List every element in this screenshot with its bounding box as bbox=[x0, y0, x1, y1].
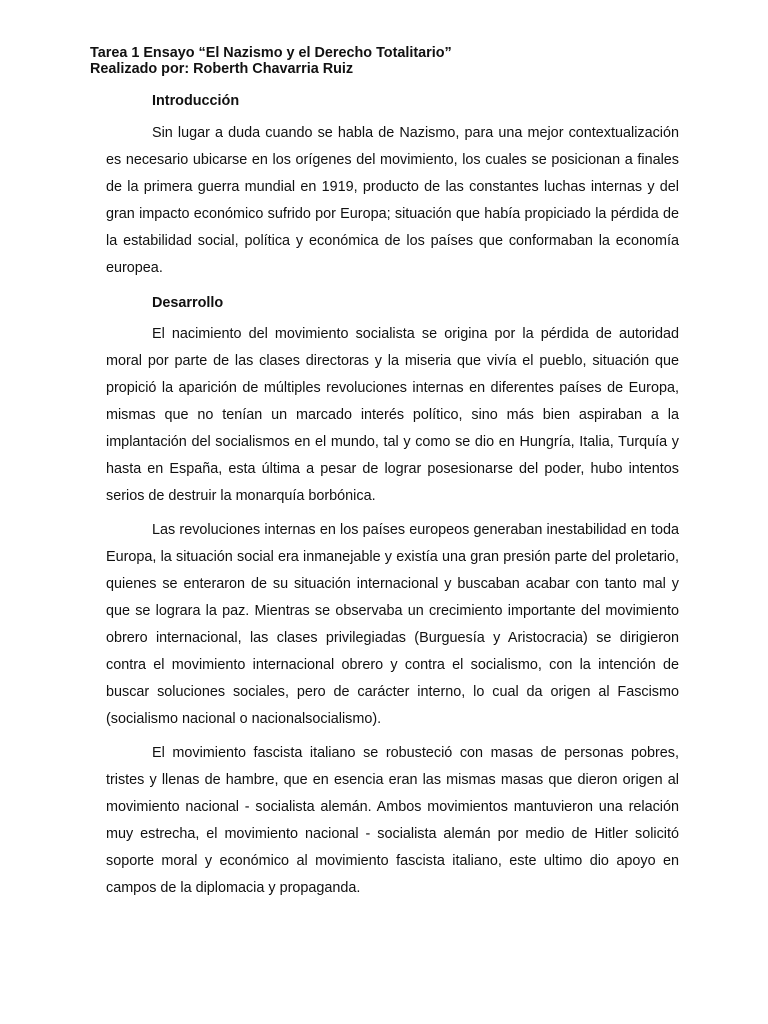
development-paragraph-1: El nacimiento del movimiento socialista se origina por la pérdida de autoridad moral por parte de las clases directoras y la miseria que vivía el pueblo, situación que propició la aparición de múltiples revoluciones internas en diferentes países de Europa, mismas que no tenían un marcado interés político, sino más bien aspiraban a la implantación del socialismos en el mundo, tal y como se dio en Hungría, Italia, Turquía y hasta en España, esta última a pesar de lograr posesionarse del poder, hubo intentos serios de destruir la monarquía borbónica. bbox=[106, 326, 679, 504]
assignment-title: Tarea 1 Ensayo “El Nazismo y el Derecho Totalitario” bbox=[90, 45, 452, 61]
author-line: Realizado por: Roberth Chavarria Ruiz bbox=[90, 61, 354, 77]
section-title-introduction: Introducción bbox=[152, 93, 240, 109]
document-header bbox=[90, 45, 452, 77]
development-paragraph-2: Las revoluciones internas en los países europeos generaban inestabilidad en toda Europa, la situación social era inmanejable y existía una gran presión parte del proletario, quienes se enteraron de su situación internacional y buscaban acabar con tanto mal y que se lograra la paz. Mientras se observaba un crecimiento importante del movimiento obrero internacional, las clases privilegiadas (Burguesía y Aristocracia) se dirigieron contra el movimiento internacional obrero y contra el socialismo, con la intención de buscar soluciones sociales, pero de carácter interno, lo cual da origen al Fascismo (socialismo nacional o nacionalsocialismo). bbox=[106, 522, 679, 727]
introduction-paragraph: Sin lugar a duda cuando se habla de Nazismo, para una mejor contextualización es necesario ubicarse en los orígenes del movimiento, los cuales se posicionan a finales de la primera guerra mundial en 1919, producto de las constantes luchas internas y del gran impacto económico sufrido por Europa; situación que había propiciado la pérdida de la estabilidad social, política y económica de los países que conformaban la economía europea. bbox=[106, 125, 679, 276]
development-paragraph-3: El movimiento fascista italiano se robusteció con masas de personas pobres, tristes y llenas de hambre, que en esencia eran las mismas masas que dieron origen al movimiento nacional - socialista alemán. Ambos movimientos mantuvieron una relación muy estrecha, el movimiento nacional - socialista alemán por medio de Hitler solicitó soporte moral y económico al movimiento fascista italiano, este ultimo dio apoyo en campos de la diplomacia y propaganda. bbox=[106, 745, 679, 896]
section-title-development: Desarrollo bbox=[152, 295, 224, 311]
